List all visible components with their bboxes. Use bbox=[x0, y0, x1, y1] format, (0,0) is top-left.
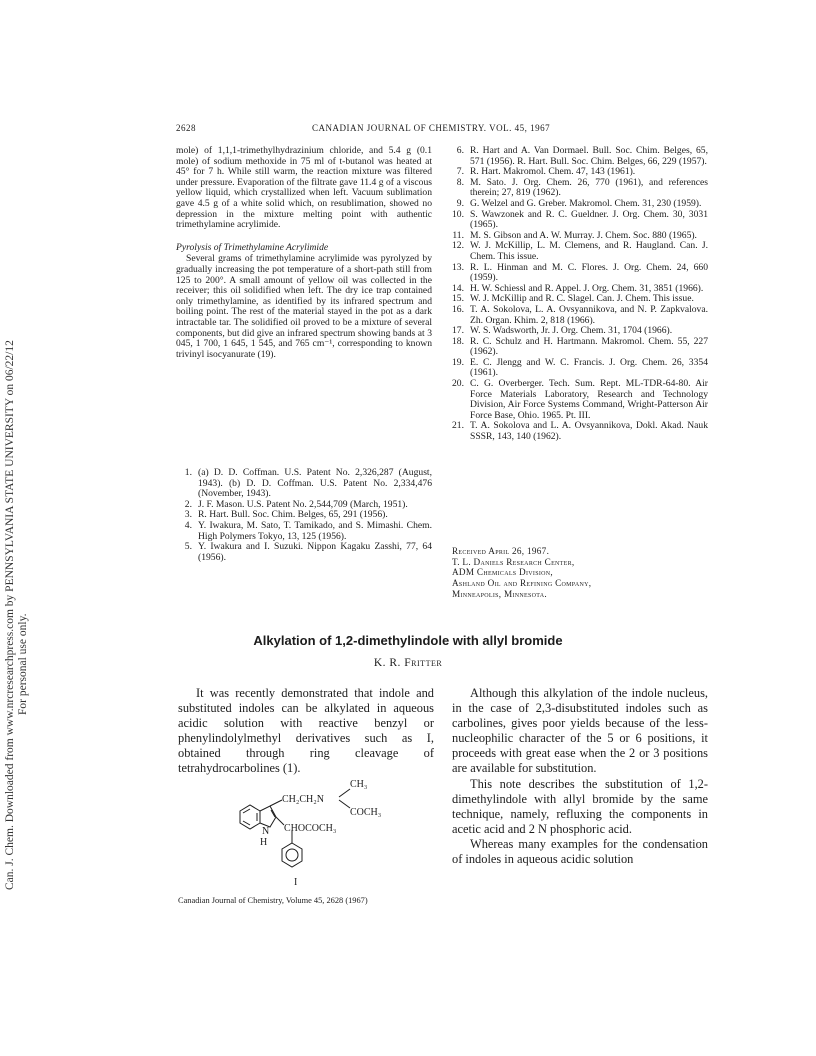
experimental-paragraph: mole) of 1,1,1-trimethylhydrazinium chloride, and 5.4 g (0.1 mole) of sodium methoxide in 75 ml of t-butanol was heated at 45° for 7 h. While still warm, the reaction mixture was filtered under pressure. Evaporation of the filtrate gave 11.4 g of a viscous yellow liquid, which crystallized when left. Vacuum sublimation gave 4.5 g of a white solid which, on resublimation, showed no depression in the mixture melting point with authentic trimethylamine acrylimide. bbox=[176, 145, 432, 231]
page-footer: Canadian Journal of Chemistry, Volume 45, 2628 (1967) bbox=[178, 896, 368, 905]
article-title: Alkylation of 1,2-dimethylindole with allyl bromide bbox=[253, 633, 563, 648]
struct-label: I bbox=[294, 877, 298, 888]
reference-item: 2. J. F. Mason. U.S. Patent No. 2,544,709 (March, 1951). bbox=[184, 498, 408, 510]
article-left-column bbox=[178, 686, 434, 777]
pyrolysis-paragraph: Several grams of trimethylamine acrylimide was pyrolyzed by gradually increasing the pot temperature of a short-path still from 125 to 200°. A small amount of yellow oil was collected in the receiver; this oil solidified when left. The dry ice trap contained only trimethylamine, as identified by its infrared spectrum and boiling point. The rest of the material stayed in the pot as a dark intractable tar. The solidified oil proved to be a mixture of several components, but did give an infrared spectrum showing bands at 3 045, 1 700, 1 645, 1 545, and 765 cm⁻¹, corresponding to known trivinyl isocyanurate (19). bbox=[176, 253, 432, 360]
watermark-line-2: For personal use only. bbox=[17, 613, 29, 715]
struct-n: N bbox=[262, 826, 270, 837]
body-paragraph: This note describes the substitution of 1,2-dimethylindole with allyl bromide by the same technique, namely, refluxing the components in acetic acid and 2 N phosphoric acid. bbox=[452, 776, 708, 836]
reference-item: 12. W. J. McKillip, L. M. Clemens, and R. Haugland. Can. J. Chem. This issue. bbox=[452, 240, 708, 262]
body-paragraph: Whereas many examples for the condensation of indoles in aqueous acidic solution bbox=[452, 836, 708, 867]
reference-item: 18. R. C. Schulz and H. Hartmann. Makromol. Chem. 55, 227 (1962). bbox=[452, 335, 708, 358]
reference-item: 21. T. A. Sokolova and L. A. Ovsyannikova, Dokl. Akad. Nauk SSSR, 143, 140 (1962). bbox=[452, 420, 708, 443]
reference-item: 17. W. S. Wadsworth, Jr. J. Org. Chem. 31, 1704 (1966). bbox=[452, 325, 673, 337]
article-right-column bbox=[452, 686, 708, 867]
struct-chococh3: CHOCOCH₃ bbox=[284, 823, 337, 834]
struct-chain: CH₂CH₂N bbox=[282, 794, 324, 805]
received-date: Received April 26, 1967. bbox=[452, 546, 550, 556]
reference-item: 11. M. S. Gibson and A. W. Murray. J. Chem. Soc. 880 (1965). bbox=[452, 229, 697, 241]
struct-coch3: COCH₃ bbox=[350, 807, 382, 818]
prev-article-left-column bbox=[176, 146, 432, 360]
reference-list-right bbox=[448, 146, 708, 443]
reference-item: 10. S. Wawzonek and R. C. Gueldner. J. Org. Chem. 30, 3031 (1965). bbox=[452, 208, 708, 231]
body-paragraph: Although this alkylation of the indole nucleus, in the case of 2,3-disubstituted indoles such as carbolines, gives poor yields because of the less-nucleophilic character of the 5 or 6 positions, it proceeds with great ease when the 2 or 3 positions are available for substitution. bbox=[452, 686, 708, 776]
reference-item: 9. G. Welzel and G. Greber. Makromol. Chem. 31, 230 (1959). bbox=[456, 197, 702, 209]
received-and-affiliation bbox=[452, 546, 591, 600]
section-heading: Pyrolysis of Trimethylamine Acrylimide bbox=[176, 241, 329, 253]
pyrrole-ring bbox=[260, 806, 276, 827]
struct-ch3: CH₃ bbox=[350, 779, 368, 790]
reference-item: 5. Y. Iwakura and I. Suzuki. Nippon Kagaku Zasshi, 77, 64 (1956). bbox=[184, 541, 432, 563]
affiliation-line: T. L. Daniels Research Center, bbox=[452, 556, 575, 567]
download-watermark bbox=[0, 190, 29, 890]
reference-item: 1. (a) D. D. Coffman. U.S. Patent No. 2,326,287 (August, 1943). (b) D. D. Coffman. U.S. Patent No. 2,334,476 (November, 1943). bbox=[184, 467, 432, 500]
page-number: 2628 bbox=[176, 123, 196, 133]
journal-title: CANADIAN JOURNAL OF CHEMISTRY. VOL. 45, 1967 bbox=[312, 123, 551, 133]
reference-item: 8. M. Sato. J. Org. Chem. 26, 770 (1961), and references therein; 27, 819 (1962). bbox=[456, 176, 708, 199]
reference-list-left bbox=[176, 468, 432, 563]
watermark-line-1: Can. J. Chem. Downloaded from www.nrcresearchpress.com by PENNSYLVANIA STATE UNIVERSITY on 06/22/12 bbox=[4, 340, 16, 890]
affiliation-line: Ashland Oil and Refining Company, bbox=[452, 578, 592, 589]
reference-item: 3. R. Hart. Bull. Soc. Chim. Belges, 65, 291 (1956). bbox=[184, 509, 388, 521]
reference-item: 16. T. A. Sokolova, L. A. Ovsyannikova, and N. P. Zapkvalova. Zh. Organ. Khim. 2, 818 (1966). bbox=[452, 303, 708, 326]
reference-item: 20. C. G. Overberger. Tech. Sum. Rept. ML-TDR-64-80. Air Force Materials Laboratory, Research and Technology Division, Air Force Systems Command, Wright-Patterson Air Force Base, Ohio. 1965. Pt. III. bbox=[452, 378, 708, 421]
reference-item: 14. H. W. Schiessl and R. Appel. J. Org. Chem. 31, 3851 (1966). bbox=[452, 282, 704, 294]
article-author: K. R. Fritter bbox=[373, 657, 443, 669]
affiliation-line: Minneapolis, Minnesota. bbox=[452, 588, 547, 599]
reference-item: 19. E. C. Jlengg and W. C. Francis. J. Org. Chem. 26, 3354 (1961). bbox=[452, 356, 708, 379]
reference-item: 7. R. Hart. Makromol. Chem. 47, 143 (1961). bbox=[456, 166, 636, 178]
phenyl-ring bbox=[282, 843, 302, 867]
intro-paragraph: It was recently demonstrated that indole and substituted indoles can be alkylated in aqueous acidic solution with reactive benzyl or phenylindolylmethyl derivatives such as I, obtained through ring cleavage of tetrahydrocarbolines (1). bbox=[178, 686, 434, 776]
reference-item: 13. R. L. Hinman and M. C. Flores. J. Org. Chem. 24, 660 (1959). bbox=[452, 261, 708, 284]
affiliation-line: ADM Chemicals Division, bbox=[452, 567, 553, 578]
reference-item: 4. Y. Iwakura, M. Sato, T. Tamikado, and S. Mimashi. Chem. High Polymers Tokyo, 13, 125 (1956). bbox=[184, 519, 432, 542]
reference-item: 15. W. J. McKillip and R. C. Slagel. Can. J. Chem. This issue. bbox=[452, 293, 694, 305]
struct-h: H bbox=[260, 837, 268, 848]
structure-I-diagram bbox=[226, 775, 426, 895]
reference-item: 6. R. Hart and A. Van Dormael. Bull. Soc. Chim. Belges, 65, 571 (1956). R. Hart. Bull. Soc. Chim. Belges, 66, 229 (1957). bbox=[456, 145, 708, 167]
